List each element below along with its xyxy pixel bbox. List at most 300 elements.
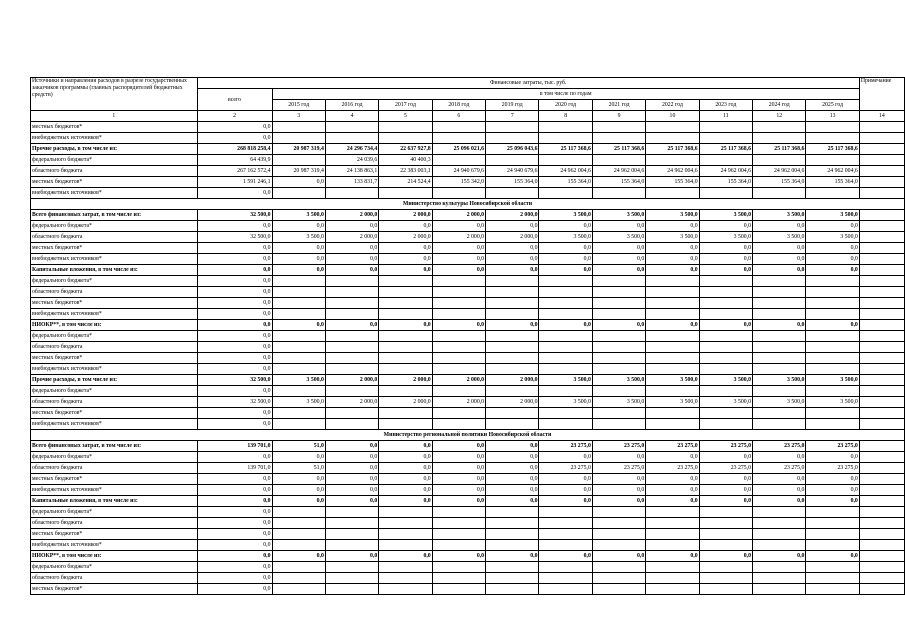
year-value-cell: 0,0: [379, 496, 432, 507]
year-value-cell: [432, 386, 485, 397]
table-row: [31, 353, 905, 364]
year-value-cell: [592, 331, 645, 342]
row-label: федерального бюджета*: [31, 562, 198, 573]
year-value-cell: 23 275,0: [806, 441, 859, 452]
year-value-cell: [753, 276, 806, 287]
row-label: местных бюджетов*: [31, 298, 198, 309]
table-row: [31, 309, 905, 320]
header-year: 2019 год: [486, 100, 539, 111]
note-cell: [859, 221, 904, 232]
table-row: [31, 276, 905, 287]
year-value-cell: [539, 507, 592, 518]
year-value-cell: [432, 155, 485, 166]
row-label: Капитальные вложения, в том числе из:: [31, 496, 198, 507]
year-value-cell: [753, 518, 806, 529]
year-value-cell: 0,0: [272, 265, 325, 276]
year-value-cell: [379, 507, 432, 518]
note-cell: [859, 463, 904, 474]
year-value-cell: 0,0: [539, 452, 592, 463]
year-value-cell: 3 500,0: [272, 210, 325, 221]
year-value-cell: 2 000,0: [325, 397, 378, 408]
year-value-cell: 0,0: [806, 254, 859, 265]
row-label: внебюджетных источников*: [31, 485, 198, 496]
total-cell: 64 439,9: [197, 155, 272, 166]
year-value-cell: 3 500,0: [592, 375, 645, 386]
year-value-cell: [753, 584, 806, 595]
year-value-cell: 22 637 927,8: [379, 144, 432, 155]
year-value-cell: 0,0: [379, 441, 432, 452]
total-cell: 0,0: [197, 298, 272, 309]
row-label: областного бюджета: [31, 287, 198, 298]
year-value-cell: [432, 529, 485, 540]
year-value-cell: [699, 155, 752, 166]
year-value-cell: 23 275,0: [592, 463, 645, 474]
year-value-cell: 51,0: [272, 441, 325, 452]
total-cell: 0,0: [197, 265, 272, 276]
note-cell: [859, 188, 904, 199]
year-value-cell: 0,0: [379, 254, 432, 265]
row-label: областного бюджета: [31, 166, 198, 177]
year-value-cell: [699, 309, 752, 320]
year-value-cell: 0,0: [325, 485, 378, 496]
year-value-cell: 0,0: [379, 265, 432, 276]
year-value-cell: 3 500,0: [806, 397, 859, 408]
year-value-cell: 0,0: [753, 265, 806, 276]
year-value-cell: [432, 562, 485, 573]
year-value-cell: [753, 529, 806, 540]
table-row: [31, 210, 905, 221]
year-value-cell: [539, 540, 592, 551]
column-number: 7: [486, 111, 539, 122]
year-value-cell: [432, 364, 485, 375]
year-value-cell: 3 500,0: [592, 210, 645, 221]
year-value-cell: 3 500,0: [753, 232, 806, 243]
year-value-cell: 0,0: [646, 485, 699, 496]
year-value-cell: [699, 276, 752, 287]
year-value-cell: [539, 584, 592, 595]
table-row: [31, 463, 905, 474]
year-value-cell: [272, 298, 325, 309]
year-value-cell: 0,0: [486, 221, 539, 232]
year-value-cell: 24 962 004,6: [699, 166, 752, 177]
header-year: 2021 год: [592, 100, 645, 111]
note-cell: [859, 452, 904, 463]
year-value-cell: 0,0: [486, 441, 539, 452]
year-value-cell: 23 275,0: [753, 441, 806, 452]
year-value-cell: 2 000,0: [325, 375, 378, 386]
year-value-cell: 24 039,6: [325, 155, 378, 166]
year-value-cell: 0,0: [379, 452, 432, 463]
year-value-cell: 3 500,0: [646, 210, 699, 221]
row-label: местных бюджетов*: [31, 177, 198, 188]
year-value-cell: 0,0: [753, 496, 806, 507]
year-value-cell: [646, 287, 699, 298]
year-value-cell: 2 000,0: [486, 232, 539, 243]
year-value-cell: 0,0: [432, 254, 485, 265]
year-value-cell: 24 296 734,4: [325, 144, 378, 155]
note-cell: [859, 441, 904, 452]
year-value-cell: 3 500,0: [753, 210, 806, 221]
year-value-cell: [646, 298, 699, 309]
year-value-cell: 0,0: [432, 551, 485, 562]
year-value-cell: [325, 507, 378, 518]
year-value-cell: 0,0: [272, 474, 325, 485]
year-value-cell: [753, 364, 806, 375]
year-value-cell: [325, 584, 378, 595]
year-value-cell: [539, 364, 592, 375]
year-value-cell: [699, 573, 752, 584]
year-value-cell: [806, 419, 859, 430]
year-value-cell: [432, 584, 485, 595]
year-value-cell: 0,0: [699, 485, 752, 496]
year-value-cell: [432, 309, 485, 320]
year-value-cell: [806, 518, 859, 529]
row-label: областного бюджета: [31, 342, 198, 353]
year-value-cell: 0,0: [646, 243, 699, 254]
year-value-cell: [806, 276, 859, 287]
year-value-cell: 2 000,0: [486, 375, 539, 386]
year-value-cell: [379, 298, 432, 309]
year-value-cell: 0,0: [539, 243, 592, 254]
row-label: областного бюджета: [31, 573, 198, 584]
note-cell: [859, 551, 904, 562]
note-cell: [859, 507, 904, 518]
row-label: областного бюджета: [31, 463, 198, 474]
total-cell: 0,0: [197, 188, 272, 199]
note-cell: [859, 408, 904, 419]
total-cell: 0,0: [197, 584, 272, 595]
year-value-cell: [646, 331, 699, 342]
year-value-cell: [539, 122, 592, 133]
year-value-cell: 0,0: [325, 243, 378, 254]
note-cell: [859, 364, 904, 375]
note-cell: [859, 144, 904, 155]
year-value-cell: [699, 331, 752, 342]
total-cell: 0,0: [197, 320, 272, 331]
year-value-cell: [699, 529, 752, 540]
year-value-cell: [592, 518, 645, 529]
year-value-cell: [486, 287, 539, 298]
year-value-cell: [486, 342, 539, 353]
year-value-cell: [272, 573, 325, 584]
year-value-cell: 0,0: [432, 221, 485, 232]
year-value-cell: [325, 529, 378, 540]
year-value-cell: 214 524,4: [379, 177, 432, 188]
year-value-cell: 0,0: [806, 485, 859, 496]
year-value-cell: 0,0: [753, 243, 806, 254]
total-cell: 139 701,0: [197, 463, 272, 474]
year-value-cell: [379, 188, 432, 199]
column-number: 10: [646, 111, 699, 122]
header-year: 2016 год: [325, 100, 378, 111]
year-value-cell: 0,0: [699, 452, 752, 463]
total-cell: 0,0: [197, 485, 272, 496]
year-value-cell: 0,0: [272, 254, 325, 265]
year-value-cell: [486, 353, 539, 364]
year-value-cell: [539, 155, 592, 166]
year-value-cell: [646, 342, 699, 353]
year-value-cell: [592, 287, 645, 298]
year-value-cell: 3 500,0: [592, 232, 645, 243]
table-row: [31, 254, 905, 265]
year-value-cell: [646, 309, 699, 320]
year-value-cell: 0,0: [539, 485, 592, 496]
note-cell: [859, 276, 904, 287]
year-value-cell: [379, 122, 432, 133]
year-value-cell: 0,0: [592, 254, 645, 265]
year-value-cell: [379, 287, 432, 298]
table-row: [31, 518, 905, 529]
year-value-cell: [592, 276, 645, 287]
total-cell: 268 818 258,4: [197, 144, 272, 155]
total-cell: 32 500,0: [197, 397, 272, 408]
year-value-cell: [806, 507, 859, 518]
year-value-cell: 0,0: [646, 254, 699, 265]
year-value-cell: 0,0: [753, 485, 806, 496]
year-value-cell: [379, 364, 432, 375]
year-value-cell: [539, 562, 592, 573]
year-value-cell: [806, 331, 859, 342]
year-value-cell: [379, 419, 432, 430]
total-cell: 0,0: [197, 342, 272, 353]
row-label: внебюджетных источников*: [31, 309, 198, 320]
year-value-cell: [379, 353, 432, 364]
year-value-cell: [699, 298, 752, 309]
table-row: [31, 188, 905, 199]
year-value-cell: 2 000,0: [379, 210, 432, 221]
year-value-cell: 0,0: [539, 474, 592, 485]
year-value-cell: 2 000,0: [432, 397, 485, 408]
year-value-cell: [753, 408, 806, 419]
year-value-cell: [806, 584, 859, 595]
year-value-cell: 3 500,0: [272, 397, 325, 408]
section-title: Министерство культуры Новосибирской области: [31, 199, 905, 210]
year-value-cell: [486, 562, 539, 573]
year-value-cell: [325, 408, 378, 419]
table-row: [31, 221, 905, 232]
year-value-cell: [432, 133, 485, 144]
year-value-cell: 2 000,0: [379, 397, 432, 408]
year-value-cell: [753, 342, 806, 353]
year-value-cell: 3 500,0: [272, 232, 325, 243]
year-value-cell: 133 831,7: [325, 177, 378, 188]
year-value-cell: 0,0: [432, 496, 485, 507]
year-value-cell: [486, 386, 539, 397]
year-value-cell: 25 117 368,6: [806, 144, 859, 155]
year-value-cell: 2 000,0: [486, 397, 539, 408]
year-value-cell: 0,0: [272, 320, 325, 331]
year-value-cell: [646, 419, 699, 430]
note-cell: [859, 298, 904, 309]
table-row: [31, 342, 905, 353]
year-value-cell: 0,0: [325, 496, 378, 507]
year-value-cell: [753, 540, 806, 551]
year-value-cell: 0,0: [272, 177, 325, 188]
row-label: федерального бюджета*: [31, 221, 198, 232]
year-value-cell: [806, 364, 859, 375]
note-cell: [859, 155, 904, 166]
year-value-cell: [646, 276, 699, 287]
year-value-cell: 2 000,0: [379, 375, 432, 386]
year-value-cell: 2 000,0: [486, 210, 539, 221]
total-cell: 0,0: [197, 551, 272, 562]
table-row: [31, 496, 905, 507]
total-cell: 0,0: [197, 243, 272, 254]
year-value-cell: [699, 188, 752, 199]
note-cell: [859, 529, 904, 540]
year-value-cell: [325, 540, 378, 551]
year-value-cell: 0,0: [432, 320, 485, 331]
year-value-cell: 23 275,0: [646, 463, 699, 474]
table-row: [31, 133, 905, 144]
year-value-cell: 3 500,0: [699, 397, 752, 408]
year-value-cell: 3 500,0: [539, 232, 592, 243]
year-value-cell: 0,0: [325, 463, 378, 474]
year-value-cell: 0,0: [325, 441, 378, 452]
year-value-cell: [272, 342, 325, 353]
total-cell: 32 500,0: [197, 210, 272, 221]
year-value-cell: [272, 562, 325, 573]
year-value-cell: [432, 298, 485, 309]
year-value-cell: [699, 584, 752, 595]
year-value-cell: 0,0: [699, 496, 752, 507]
year-value-cell: [325, 518, 378, 529]
year-value-cell: 23 275,0: [539, 441, 592, 452]
year-value-cell: [325, 353, 378, 364]
table-row: [31, 144, 905, 155]
header-year: 2018 год: [432, 100, 485, 111]
year-value-cell: [646, 507, 699, 518]
year-value-cell: 23 275,0: [699, 463, 752, 474]
row-label: федерального бюджета*: [31, 507, 198, 518]
year-value-cell: [272, 331, 325, 342]
year-value-cell: 0,0: [806, 243, 859, 254]
year-value-cell: [272, 507, 325, 518]
row-label: внебюджетных источников*: [31, 188, 198, 199]
year-value-cell: 0,0: [806, 265, 859, 276]
note-cell: [859, 265, 904, 276]
year-value-cell: [806, 573, 859, 584]
year-value-cell: [325, 386, 378, 397]
year-value-cell: [592, 573, 645, 584]
year-value-cell: [379, 342, 432, 353]
year-value-cell: [699, 507, 752, 518]
year-value-cell: 2 000,0: [325, 210, 378, 221]
year-value-cell: 0,0: [806, 474, 859, 485]
year-value-cell: 23 275,0: [806, 463, 859, 474]
row-label: внебюджетных источников*: [31, 254, 198, 265]
year-value-cell: [486, 155, 539, 166]
year-value-cell: [592, 529, 645, 540]
year-value-cell: [592, 419, 645, 430]
year-value-cell: [539, 353, 592, 364]
year-value-cell: [272, 276, 325, 287]
year-value-cell: 0,0: [272, 221, 325, 232]
note-cell: [859, 562, 904, 573]
year-value-cell: 24 940 679,6: [432, 166, 485, 177]
table-row: [31, 540, 905, 551]
table-row: [31, 232, 905, 243]
year-value-cell: [379, 386, 432, 397]
year-value-cell: [699, 364, 752, 375]
year-value-cell: [646, 518, 699, 529]
year-value-cell: 0,0: [486, 551, 539, 562]
year-value-cell: [753, 562, 806, 573]
year-value-cell: [325, 419, 378, 430]
year-value-cell: 0,0: [486, 243, 539, 254]
year-value-cell: [272, 155, 325, 166]
year-value-cell: [699, 518, 752, 529]
year-value-cell: 0,0: [272, 551, 325, 562]
year-value-cell: 3 500,0: [646, 375, 699, 386]
column-number: 6: [432, 111, 485, 122]
year-value-cell: 3 500,0: [592, 397, 645, 408]
year-value-cell: [646, 353, 699, 364]
year-value-cell: 0,0: [646, 496, 699, 507]
year-value-cell: [486, 419, 539, 430]
total-cell: 0,0: [197, 452, 272, 463]
year-value-cell: 0,0: [379, 320, 432, 331]
column-number: 5: [379, 111, 432, 122]
table-row: [31, 474, 905, 485]
year-value-cell: [753, 331, 806, 342]
year-value-cell: 0,0: [379, 474, 432, 485]
year-value-cell: 0,0: [325, 254, 378, 265]
table-row: [31, 243, 905, 254]
year-value-cell: 0,0: [325, 474, 378, 485]
year-value-cell: 3 500,0: [806, 232, 859, 243]
year-value-cell: 24 138 863,1: [325, 166, 378, 177]
year-value-cell: 51,0: [272, 463, 325, 474]
year-value-cell: [539, 386, 592, 397]
year-value-cell: 0,0: [806, 221, 859, 232]
year-value-cell: 3 500,0: [699, 375, 752, 386]
note-cell: [859, 375, 904, 386]
note-cell: [859, 419, 904, 430]
year-value-cell: [753, 188, 806, 199]
year-value-cell: [806, 122, 859, 133]
table-row: [31, 287, 905, 298]
year-value-cell: 0,0: [592, 265, 645, 276]
year-value-cell: 0,0: [325, 551, 378, 562]
total-cell: 0,0: [197, 408, 272, 419]
total-cell: 0,0: [197, 254, 272, 265]
year-value-cell: [806, 133, 859, 144]
note-cell: [859, 309, 904, 320]
year-value-cell: 0,0: [539, 551, 592, 562]
note-cell: [859, 331, 904, 342]
table-row: [31, 364, 905, 375]
row-label: федерального бюджета*: [31, 386, 198, 397]
year-value-cell: 24 962 004,6: [592, 166, 645, 177]
header-year: 2020 год: [539, 100, 592, 111]
year-value-cell: [699, 408, 752, 419]
header-total: всего: [197, 89, 272, 111]
header-costs: Финансовые затраты, тыс. руб.: [197, 78, 859, 89]
row-label: местных бюджетов*: [31, 243, 198, 254]
column-number: 1: [31, 111, 198, 122]
year-value-cell: [486, 276, 539, 287]
year-value-cell: 0,0: [272, 485, 325, 496]
row-label: местных бюджетов*: [31, 529, 198, 540]
column-number: 12: [753, 111, 806, 122]
year-value-cell: 0,0: [592, 474, 645, 485]
year-value-cell: [806, 529, 859, 540]
row-label: внебюджетных источников*: [31, 364, 198, 375]
total-cell: 0,0: [197, 386, 272, 397]
year-value-cell: [592, 353, 645, 364]
year-value-cell: [325, 122, 378, 133]
